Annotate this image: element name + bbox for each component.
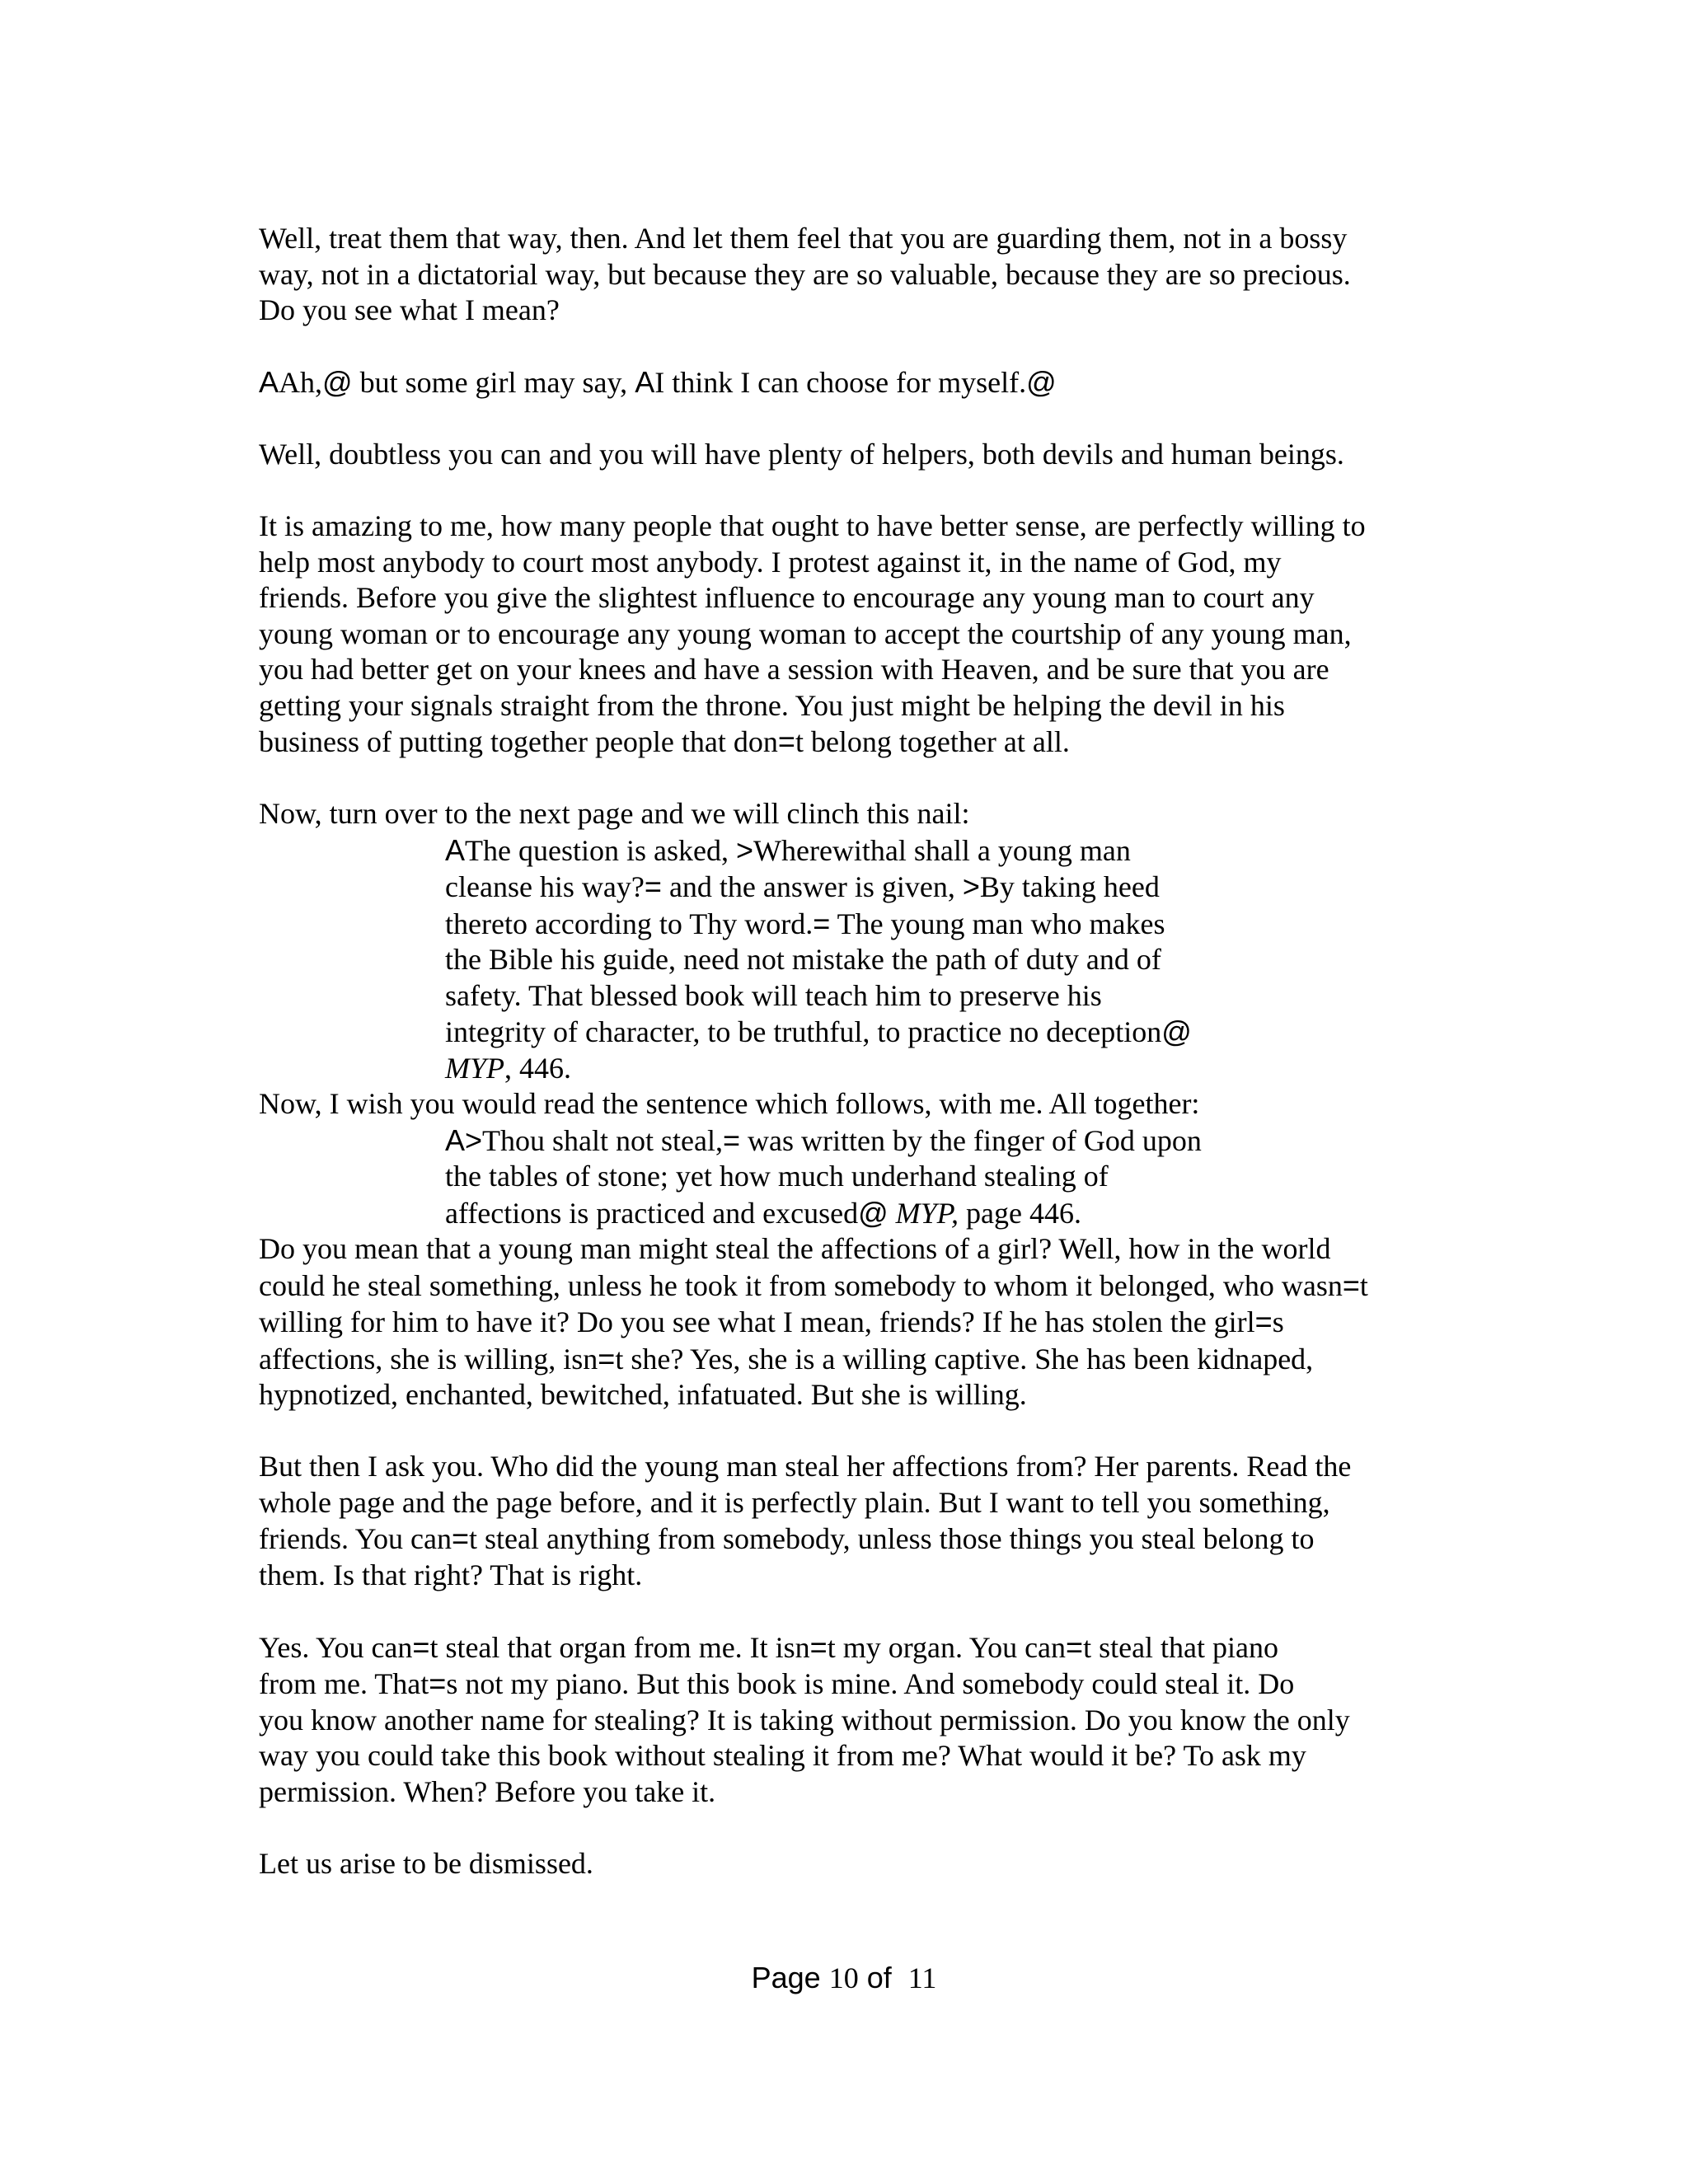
text-run: I think I can choose for myself. (654, 366, 1027, 399)
block-quote-thou-shalt-not-steal (445, 1122, 1446, 1232)
paragraph-girl-objection (259, 364, 1446, 401)
quote-glyph: @ (858, 1195, 889, 1230)
text-line: young woman or to encourage any young woman to accept the courtship of any young man, (259, 616, 1352, 650)
text-run: willing for him to have it? Do you see what I mean, friends? If he has stolen the girl (259, 1305, 1255, 1338)
paragraph-parents (259, 1449, 1446, 1593)
text-run: but some girl may say, (352, 366, 635, 399)
quote-glyph: A (635, 365, 655, 399)
text-line: Do you see what I mean? (259, 293, 560, 326)
text-run: business of putting together people that don (259, 725, 778, 758)
text-line (259, 724, 1446, 761)
text-run: t belong together at all. (795, 725, 1070, 758)
text-line: way you could take this book without stealing it from me? What would it be? To ask my (259, 1739, 1306, 1772)
text-line: Well, treat them that way, then. And let them feel that you are guarding them, not in a bossy (259, 222, 1348, 255)
text-line: you know another name for stealing? It is taking without permission. Do you know the only (259, 1703, 1350, 1736)
paragraph-organ-piano (259, 1629, 1446, 1811)
quote-glyph: = (1342, 1268, 1360, 1302)
text-line: you had better get on your knees and have a session with Heaven, and be sure that you are (259, 653, 1329, 686)
text-line (259, 1666, 1446, 1703)
text-line: hypnotized, enchanted, bewitched, infatuated. But she is willing. (259, 1378, 1027, 1411)
page-label: Page (751, 1961, 829, 1994)
quote-glyph: A> (445, 1122, 483, 1157)
page-total: 11 (907, 1961, 937, 1994)
text-run: t steal that piano (1083, 1630, 1279, 1664)
text-run: Ah, (279, 366, 323, 399)
text-run: s (1272, 1305, 1284, 1338)
text-run: Yes. You can (259, 1630, 413, 1664)
text-line: safety. That blessed book will teach him to preserve his (445, 978, 1102, 1012)
text-line: permission. When? Before you take it. (259, 1774, 716, 1808)
page-of-label: of (858, 1961, 908, 1994)
quote-glyph: = (777, 724, 795, 758)
text-run: s not my piano. But this book is mine. And somebody could steal it. Do (446, 1667, 1295, 1700)
text-line: whole page and the page before, and it is perfectly plain. But I want to tell you something, (259, 1485, 1330, 1519)
text-line: Well, doubtless you can and you will have plenty of helpers, both devils and human beings. (259, 438, 1344, 471)
text-line (259, 1629, 1446, 1666)
paragraph-helpers (259, 437, 1446, 473)
paragraph-dismissed (259, 1846, 1446, 1882)
text-run: affections, she is willing, isn (259, 1342, 598, 1376)
text-line (445, 906, 1446, 943)
quote-glyph: = (598, 1341, 616, 1376)
text-run: thereto according to Thy word. (445, 907, 814, 940)
paragraph-steal-affections (259, 1231, 1446, 1413)
text-run: t steal anything from somebody, unless those things you steal belong to (469, 1522, 1315, 1555)
text-line (445, 1195, 1446, 1232)
text-run: and the answer is given, (661, 870, 963, 903)
text-run: cleanse his way? (445, 870, 645, 903)
text-run: was written by the finger of God upon (740, 1123, 1202, 1157)
citation-page: , 446. (504, 1051, 571, 1085)
text-line (259, 364, 1446, 401)
paragraph-amazing (259, 509, 1446, 761)
quote-glyph: = (809, 1629, 828, 1664)
quote-glyph: = (412, 1629, 430, 1664)
quote-glyph: > (735, 832, 753, 867)
paragraph-guarding (259, 221, 1446, 329)
page-footer (0, 1960, 1688, 1996)
text-line: way, not in a dictatorial way, but because they are so valuable, because they are so precious. (259, 257, 1351, 291)
text-line: Now, I wish you would read the sentence which follows, with me. All together: (259, 1087, 1200, 1120)
text-line: Do you mean that a young man might steal the affections of a girl? Well, how in the world (259, 1232, 1331, 1265)
text-line (445, 1014, 1446, 1051)
citation-page: page 446. (959, 1196, 1081, 1230)
text-run: Thou shalt not steal, (482, 1123, 724, 1157)
quote-glyph: = (1066, 1629, 1084, 1664)
text-run: The young man who makes (830, 907, 1165, 940)
quote-glyph: = (644, 869, 662, 903)
text-line (445, 832, 1446, 869)
citation-line (445, 1051, 1446, 1087)
text-line: Now, turn over to the next page and we will clinch this nail: (259, 797, 970, 830)
text-line (259, 1521, 1446, 1558)
paragraph-clinch-nail (259, 796, 1446, 832)
quote-glyph: @ (1161, 1015, 1192, 1048)
text-run: t my organ. You can (827, 1630, 1067, 1664)
text-line (259, 1304, 1446, 1341)
text-run (889, 1197, 896, 1230)
text-run: integrity of character, to be truthful, to practice no deception (445, 1015, 1162, 1048)
text-run: could he steal something, unless he took it from somebody to whom it belonged, who wasn (259, 1268, 1343, 1302)
text-run: The question is asked, (465, 833, 736, 867)
quote-glyph: > (962, 869, 980, 903)
quote-glyph: A (259, 365, 279, 399)
text-line (259, 1268, 1446, 1305)
citation-source: MYP (445, 1051, 504, 1085)
quote-glyph: = (813, 906, 831, 940)
text-run: t steal that organ from me. It isn (429, 1630, 810, 1664)
text-line: friends. Before you give the slightest influence to encourage any young man to court any (259, 581, 1315, 614)
text-line: the tables of stone; yet how much underhand stealing of (445, 1160, 1109, 1193)
text-line (259, 1341, 1446, 1378)
quote-glyph: = (429, 1666, 447, 1700)
text-run: t she? Yes, she is a willing captive. She has been kidnaped, (615, 1342, 1314, 1376)
text-line: them. Is that right? That is right. (259, 1558, 643, 1591)
text-line (445, 869, 1446, 906)
page-current: 10 (828, 1961, 859, 1994)
text-line (445, 1122, 1446, 1160)
quote-glyph: = (1254, 1305, 1273, 1338)
text-line: getting your signals straight from the throne. You just might be helping the devil in his (259, 688, 1285, 722)
quote-glyph: = (451, 1521, 470, 1555)
text-run: By taking heed (979, 870, 1160, 903)
quote-glyph: A (445, 832, 466, 867)
quote-glyph: @ (1026, 365, 1057, 399)
text-line: But then I ask you. Who did the young man steal her affections from? Her parents. Read the (259, 1450, 1352, 1483)
quote-glyph: = (723, 1122, 741, 1157)
text-run: t (1359, 1268, 1368, 1302)
citation-source: MYP, (895, 1196, 959, 1230)
text-run: friends. You can (259, 1522, 452, 1555)
text-run: Wherewithal shall a young man (753, 833, 1131, 867)
text-run: from me. That (259, 1667, 429, 1700)
text-run: affections is practiced and excused (445, 1196, 859, 1230)
document-body (259, 221, 1446, 1882)
text-line: help most anybody to court most anybody. I protest against it, in the name of God, my (259, 545, 1282, 579)
block-quote-young-man (445, 832, 1446, 1087)
text-line: Let us arise to be dismissed. (259, 1846, 593, 1880)
quote-glyph: @ (322, 365, 353, 399)
text-line: the Bible his guide, need not mistake the path of duty and of (445, 943, 1161, 976)
paragraph-read-together (259, 1086, 1446, 1122)
text-line: It is amazing to me, how many people that ought to have better sense, are perfectly willing to (259, 509, 1366, 542)
